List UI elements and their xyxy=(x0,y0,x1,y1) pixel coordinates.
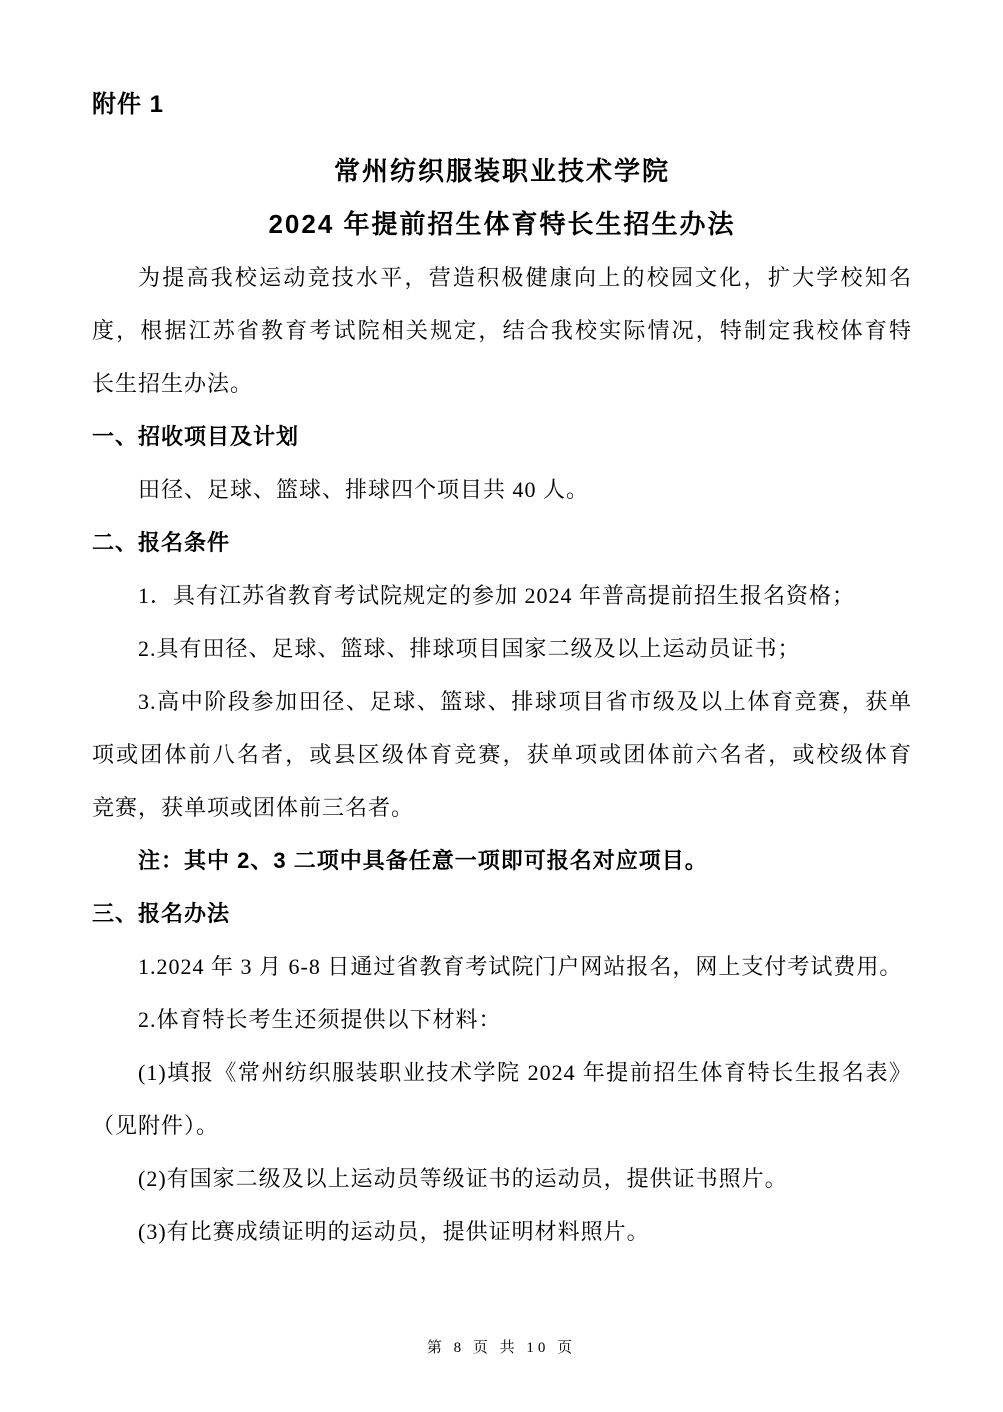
section-3-item-2: 2.体育特长考生还须提供以下材料： xyxy=(138,1007,502,1032)
section-3-sub-item-2: (2)有国家二级及以上运动员等级证书的运动员，提供证书照片。 xyxy=(138,1166,788,1191)
section-2-note: 注：其中 2、3 二项中具备任意一项即可报名对应项目。 xyxy=(138,848,708,873)
section-2-item-3-line-2: 项或团体前八名者，或县区级体育竞赛，获单项或团体前六名者，或校级体育 xyxy=(92,742,912,767)
doc-title-line-2: 2024 年提前招生体育特长生招生办法 xyxy=(268,209,736,239)
attachment-label: 附件 1 xyxy=(92,91,165,118)
section-2-item-2: 2.具有田径、足球、篮球、排球项目国家二级及以上运动员证书； xyxy=(138,636,801,661)
section-3-sub-item-3: (3)有比赛成绩证明的运动员，提供证明材料照片。 xyxy=(138,1219,650,1244)
section-2-heading: 二、报名条件 xyxy=(92,530,231,555)
section-2-item-3-line-3: 竞赛，获单项或团体前三名者。 xyxy=(92,795,415,820)
page-number-indicator: 第 8 页 共 10 页 xyxy=(426,1340,577,1356)
section-3-sub-item-1-line-2: （见附件）。 xyxy=(92,1113,220,1138)
section-3-heading: 三、报名办法 xyxy=(92,901,231,926)
section-3-sub-item-1-line-1: (1)填报《常州纺织服装职业技术学院 2024 年提前招生体育特长生报名表》 xyxy=(138,1060,912,1085)
section-3-item-1: 1.2024 年 3 月 6-8 日通过省教育考试院门户网站报名，网上支付考试费用。 xyxy=(138,954,903,979)
section-2-item-1: 1．具有江苏省教育考试院规定的参加 2024 年普高提前招生报名资格； xyxy=(138,583,856,608)
document-body xyxy=(92,78,912,1258)
section-2-item-3-line-1: 3.高中阶段参加田径、足球、篮球、排球项目省市级及以上体育竞赛，获单 xyxy=(138,689,912,714)
intro-line-2: 度，根据江苏省教育考试院相关规定，结合我校实际情况，特制定我校体育特 xyxy=(92,318,912,343)
section-1-heading: 一、招收项目及计划 xyxy=(92,424,300,449)
intro-line-3: 长生招生办法。 xyxy=(92,371,254,396)
intro-line-1: 为提高我校运动竞技水平，营造积极健康向上的校园文化，扩大学校知名 xyxy=(138,265,912,290)
section-1-item-1: 田径、足球、篮球、排球四个项目共 40 人。 xyxy=(138,477,590,502)
doc-title-line-1: 常州纺织服装职业技术学院 xyxy=(333,156,670,186)
